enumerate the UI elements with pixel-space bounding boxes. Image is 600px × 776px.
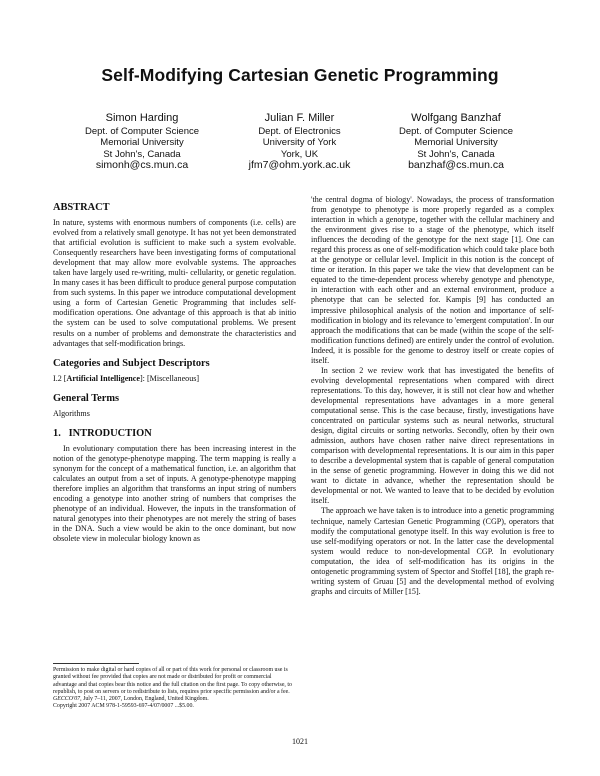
conference-details: July 7–11, 2007, London, England, United Kingdom. xyxy=(81,696,209,703)
introduction-paragraph: In evolutionary computation there has been increasing interest in the notion of the genotype-phenotype mapping. The term mapping is really a synonym for the concept of a mathematical function, i.e. an algorithm that calculates an output from a set of inputs. A genotype-phenotype mapping therefore implies an algorithm that transforms an input string of numbers encoding a genotype into another string of numbers that comprises the phenotype of an individual. However, the inputs in the transformation of natural genotypes into their phenotypes are not merely the string of bases in the DNA. Such a view would be akin to the once dominant, but now obsolete view in molecular biology known as xyxy=(53,443,296,544)
author-location: St John's, Canada xyxy=(417,148,495,160)
author-institution: Memorial University xyxy=(100,137,184,148)
categories-text xyxy=(53,374,296,384)
introduction-heading: 1. INTRODUCTION xyxy=(53,427,152,439)
author-block xyxy=(212,113,387,172)
body-paragraph: In section 2 we review work that has investigated the benefits of evolving developmental representations when compared with direct representations. To this day, however, it is still not clear how and whether developmental representations have advantages in a more general computational sense. This is the case because, firstly, investigations have concentrated on particular systems such as neural networks, structural design, digital circuits or sorting networks. Secondly, often by their own admission, authors have chosen rather naive direct representations in comparison with developmental representations. It is our aim in this paper to describe a developmental system that is capable of general computation in the sense of genetic programming. However in doing this we did not want to dictate in advance, whether the representation should be developmental or not. We wanted to leave that to be decided by evolution itself. xyxy=(311,365,554,506)
author-dept: Dept. of Electronics xyxy=(258,125,341,137)
author-email[interactable]: jfm7@ohm.york.ac.uk xyxy=(248,159,351,171)
author-name: Julian F. Miller xyxy=(264,112,335,124)
conference-name: GECCO'07, xyxy=(53,696,82,703)
author-dept: Dept. of Computer Science xyxy=(398,125,514,137)
body-paragraph: The approach we have taken is to introduce into a genetic programming technique, namely Cartesian Genetic Programming (CGP), operators that modify the computational genotype itself. In this way evolution is free to use self-modifying operators or not. In the latter case the developmental system would reduce to non-developmental CGP. In evolutionary computation, the idea of self-modification has its origins in the ontogenetic programming system of Spector and Stoffel [18], the graph re-writing system of Gruau [5] and the developmental method of evolving graphs and circuits of Miller [15]. xyxy=(311,506,554,596)
author-name: Simon Harding xyxy=(105,112,179,124)
categories-prefix: I.2 [ xyxy=(53,373,67,383)
general-terms-text: Algorithms xyxy=(53,408,90,418)
page-number: 1021 xyxy=(292,737,308,746)
author-institution: Memorial University xyxy=(414,137,498,148)
general-terms-heading: General Terms xyxy=(53,392,120,404)
abstract-heading: ABSTRACT xyxy=(53,202,110,213)
copyright-footnote xyxy=(53,663,296,711)
copyright-line: Copyright 2007 ACM 978-1-59593-697-4/07/0007 ...$5.00. xyxy=(53,703,194,710)
author-email[interactable]: banzhaf@cs.mun.ca xyxy=(408,159,504,171)
categories-suffix: ]: [Miscellaneous] xyxy=(139,373,200,383)
right-column xyxy=(311,195,554,597)
footnote-rule xyxy=(53,663,139,664)
abstract-text: In nature, systems with enormous numbers of components (i.e. cells) are evolved from a relatively small genotype. It has not yet been demonstrated that artificial evolution is sufficient to make such a system evolvable. Consequently researchers have been investigating forms of computational development that may allow more evolvable systems. The approaches taken have largely used re-writing, multi- cellularity, or genetic regulation. In many cases it has been difficult to produce general purpose computation from such systems. In this paper we introduce computational development using a form of Cartesian Genetic Programming that includes self-modification operations. One advantage of this approach is that ab initio the system can be used to solve computational problems. We present results on a number of problems and demonstrate the characteristics and advantages that self-modification brings. xyxy=(53,218,296,348)
body-paragraph: 'the central dogma of biology'. Nowadays, the process of transformation from genotype to phenotype is more properly regarded as a complex interaction in which a genotype, together with the cellular machinery and the environment gives rise to a stage of the phenotype, which itself influences the decoding of the genotype for the next stage [1]. One can regard this process as one of self-modification which could take place both at the genotype or cellular level. Implicit in this notion is the concept of time or iteration. In this paper we take the view that development can be equated to the time-dependent process whereby genotype and phenotype, in interaction with each other and an external environment, produce a phenotype that can be selected for. Kampis [9] has conducted an impressive philosophical analysis of the notion and importance of self-modification in biology and its relevance to 'emergent computation'. In our approach the modifications that can be made (within the scope of the self-modification functions defined) are entirely under the control of evolution. Indeed, it is possible for the genome to destroy itself or create copies of itself. xyxy=(311,195,554,365)
categories-bold: Artificial Intelligence xyxy=(66,373,140,383)
author-institution: University of York xyxy=(262,137,337,148)
paper-title: Self-Modifying Cartesian Genetic Programming xyxy=(101,65,499,85)
author-location: St John's, Canada xyxy=(103,148,181,160)
author-block xyxy=(366,113,546,172)
author-name: Wolfgang Banzhaf xyxy=(411,112,501,124)
left-column xyxy=(53,201,296,544)
categories-heading: Categories and Subject Descriptors xyxy=(53,357,210,369)
author-block xyxy=(62,113,222,172)
author-location: York, UK xyxy=(280,148,319,160)
author-email[interactable]: simonh@cs.mun.ca xyxy=(95,159,189,171)
author-dept: Dept. of Computer Science xyxy=(84,125,200,137)
permission-notice: Permission to make digital or hard copies of all or part of this work for personal or classroom use is granted without fee provided that copies are not made or distributed for profit or commercial advantage and that copies bear this notice and the full citation on the first page. To copy otherwise, to republish, to post on servers or to redistribute to lists, requires prior specific permission and/or a fee. xyxy=(53,667,292,695)
